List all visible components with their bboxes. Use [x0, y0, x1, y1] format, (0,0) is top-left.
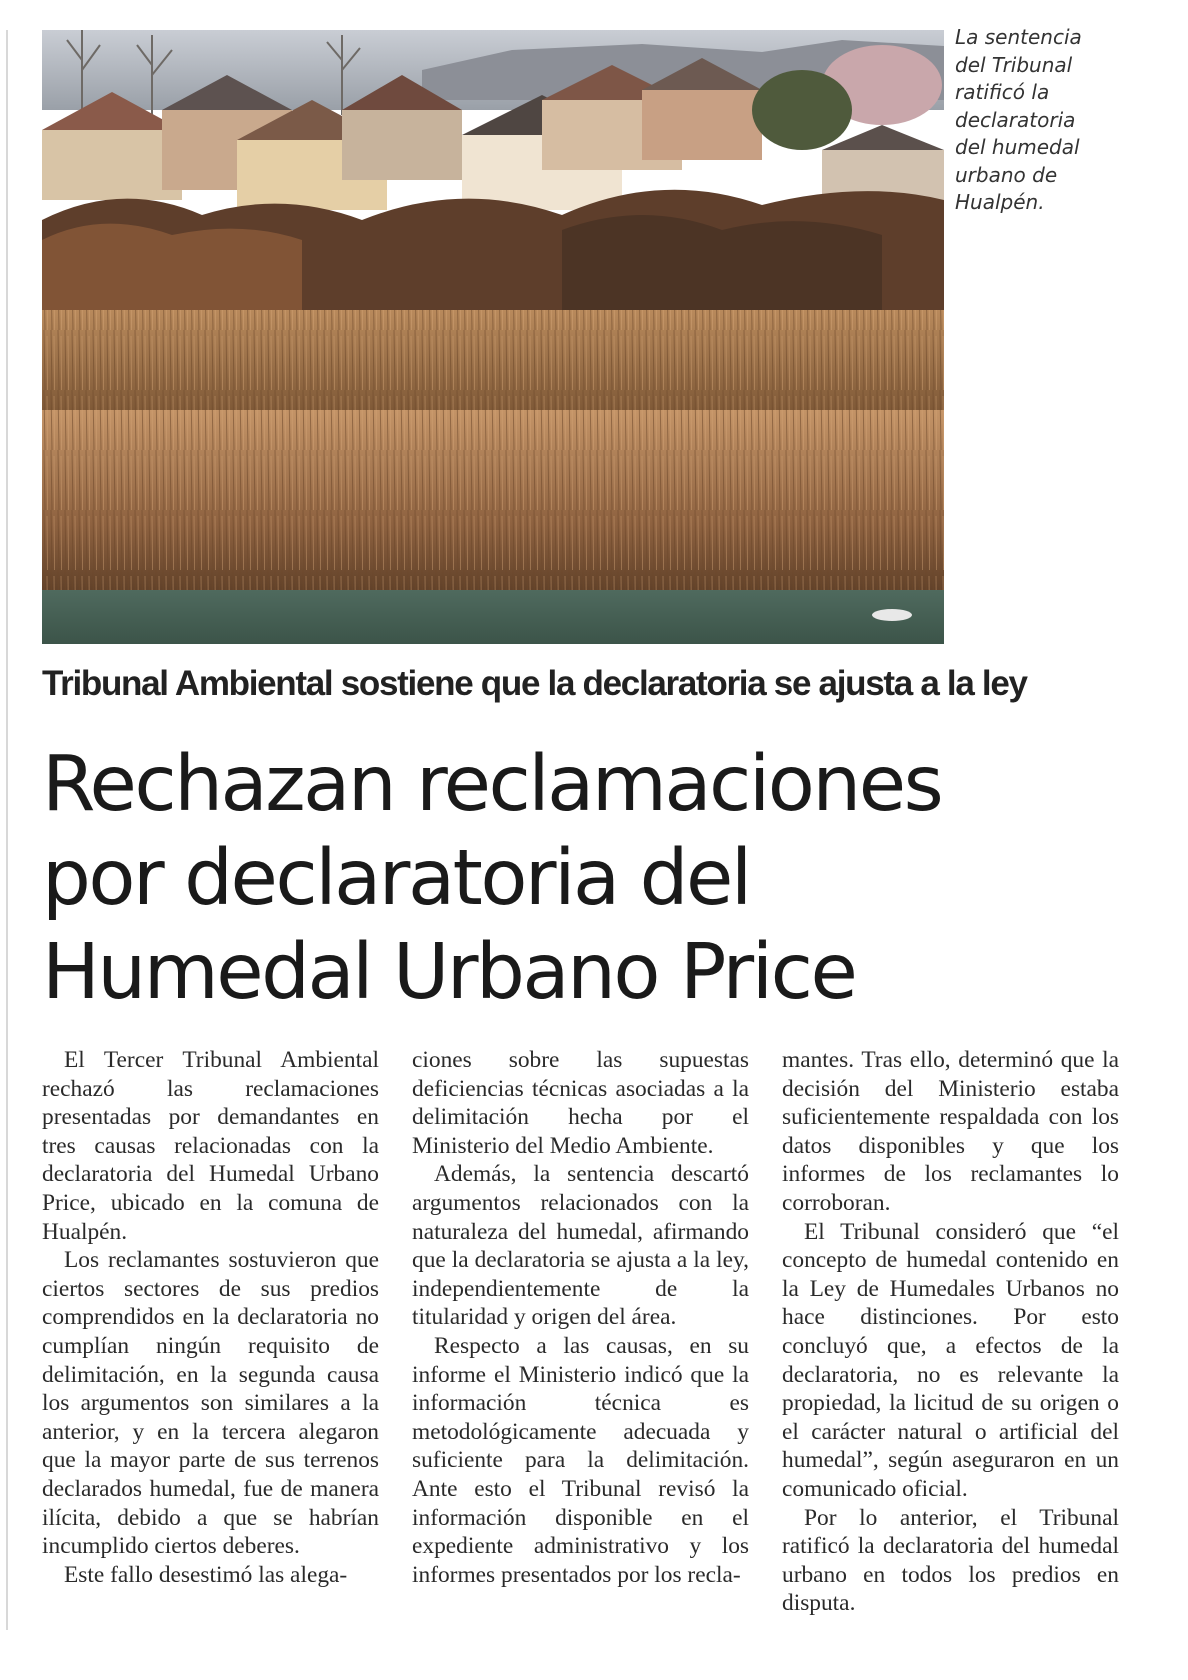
article-column-1: [42, 1046, 379, 1589]
article-kicker: Tribunal Ambiental sostiene que la declaratoria se ajusta a la ley: [42, 664, 1027, 703]
paragraph: Este fallo desestimó las alega-: [64, 1561, 348, 1588]
wetland-photo: [42, 30, 944, 644]
paragraph: Además, la sentencia descartó argumentos relacionados con la naturaleza del humedal, afirmando que la declaratoria se ajusta a la ley, independientemente de la titularidad y origen del área.: [412, 1161, 749, 1331]
caption-line: declaratoria: [955, 107, 1076, 132]
article-column-3: [782, 1046, 1119, 1618]
paragraph: ciones sobre las supuestas deficiencias técnicas asociadas a la delimitación hecha por el Ministerio del Medio Ambiente.: [412, 1047, 749, 1159]
paragraph: Por lo anterior, el Tribunal ratificó la declaratoria del humedal urbano en todos los predios en disputa.: [782, 1504, 1119, 1617]
caption-line: del Tribunal: [955, 52, 1073, 77]
headline-line: por declaratoria del: [42, 834, 750, 923]
caption-line: del humedal: [955, 135, 1080, 159]
caption-line: ratificó la: [955, 80, 1050, 104]
article-headline: [42, 738, 1142, 1020]
caption-line: urbano de: [955, 162, 1058, 187]
headline-line: Humedal Urbano Price: [42, 928, 856, 1017]
photo-caption: [955, 24, 1130, 217]
article-column-2: [412, 1046, 749, 1589]
paragraph: Respecto a las causas, en su informe el Ministerio indicó que la información técnica es metodológicamente adecuada y suficiente para la delimitación. Ante esto el Tribunal revisó la información disponible en el expediente administrativo y los informes presentados por los recla-: [412, 1332, 749, 1588]
paragraph: Los reclamantes sostuvieron que ciertos sectores de sus predios comprendidos en la declaratoria no cumplían ningún requisito de delimitación, en la segunda causa los argumentos son similares a la anterior, y en la tercera alegaron que la mayor parte de sus terrenos declarados humedal, fue de manera ilícita, debido a que se habrían incumplido ciertos deberes.: [42, 1247, 379, 1560]
paragraph: El Tercer Tribunal Ambiental rechazó las reclamaciones presentadas por demandantes en tres causas relacionadas con la declaratoria del Humedal Urbano Price, ubicado en la comuna de Hualpén.: [42, 1047, 379, 1245]
paragraph: El Tribunal consideró que “el concepto de humedal contenido en la Ley de Humedales Urbanos no hace distinciones. Por esto concluyó que, a efectos de la declaratoria, no es relevante la propiedad, la licitud de su origen o el carácter natural o artificial del humedal”, según aseguraron en un comunicado oficial.: [782, 1218, 1119, 1502]
paragraph: mantes. Tras ello, determinó que la decisión del Ministerio estaba suficientemente respaldada con los datos disponibles y que los informes de los reclamantes lo corroboran.: [782, 1047, 1119, 1216]
caption-line: Hualpén.: [955, 190, 1045, 214]
page-edge-rule: [6, 30, 8, 1630]
caption-line: La sentencia: [955, 25, 1082, 49]
headline-line: Rechazan reclamaciones: [42, 740, 942, 829]
